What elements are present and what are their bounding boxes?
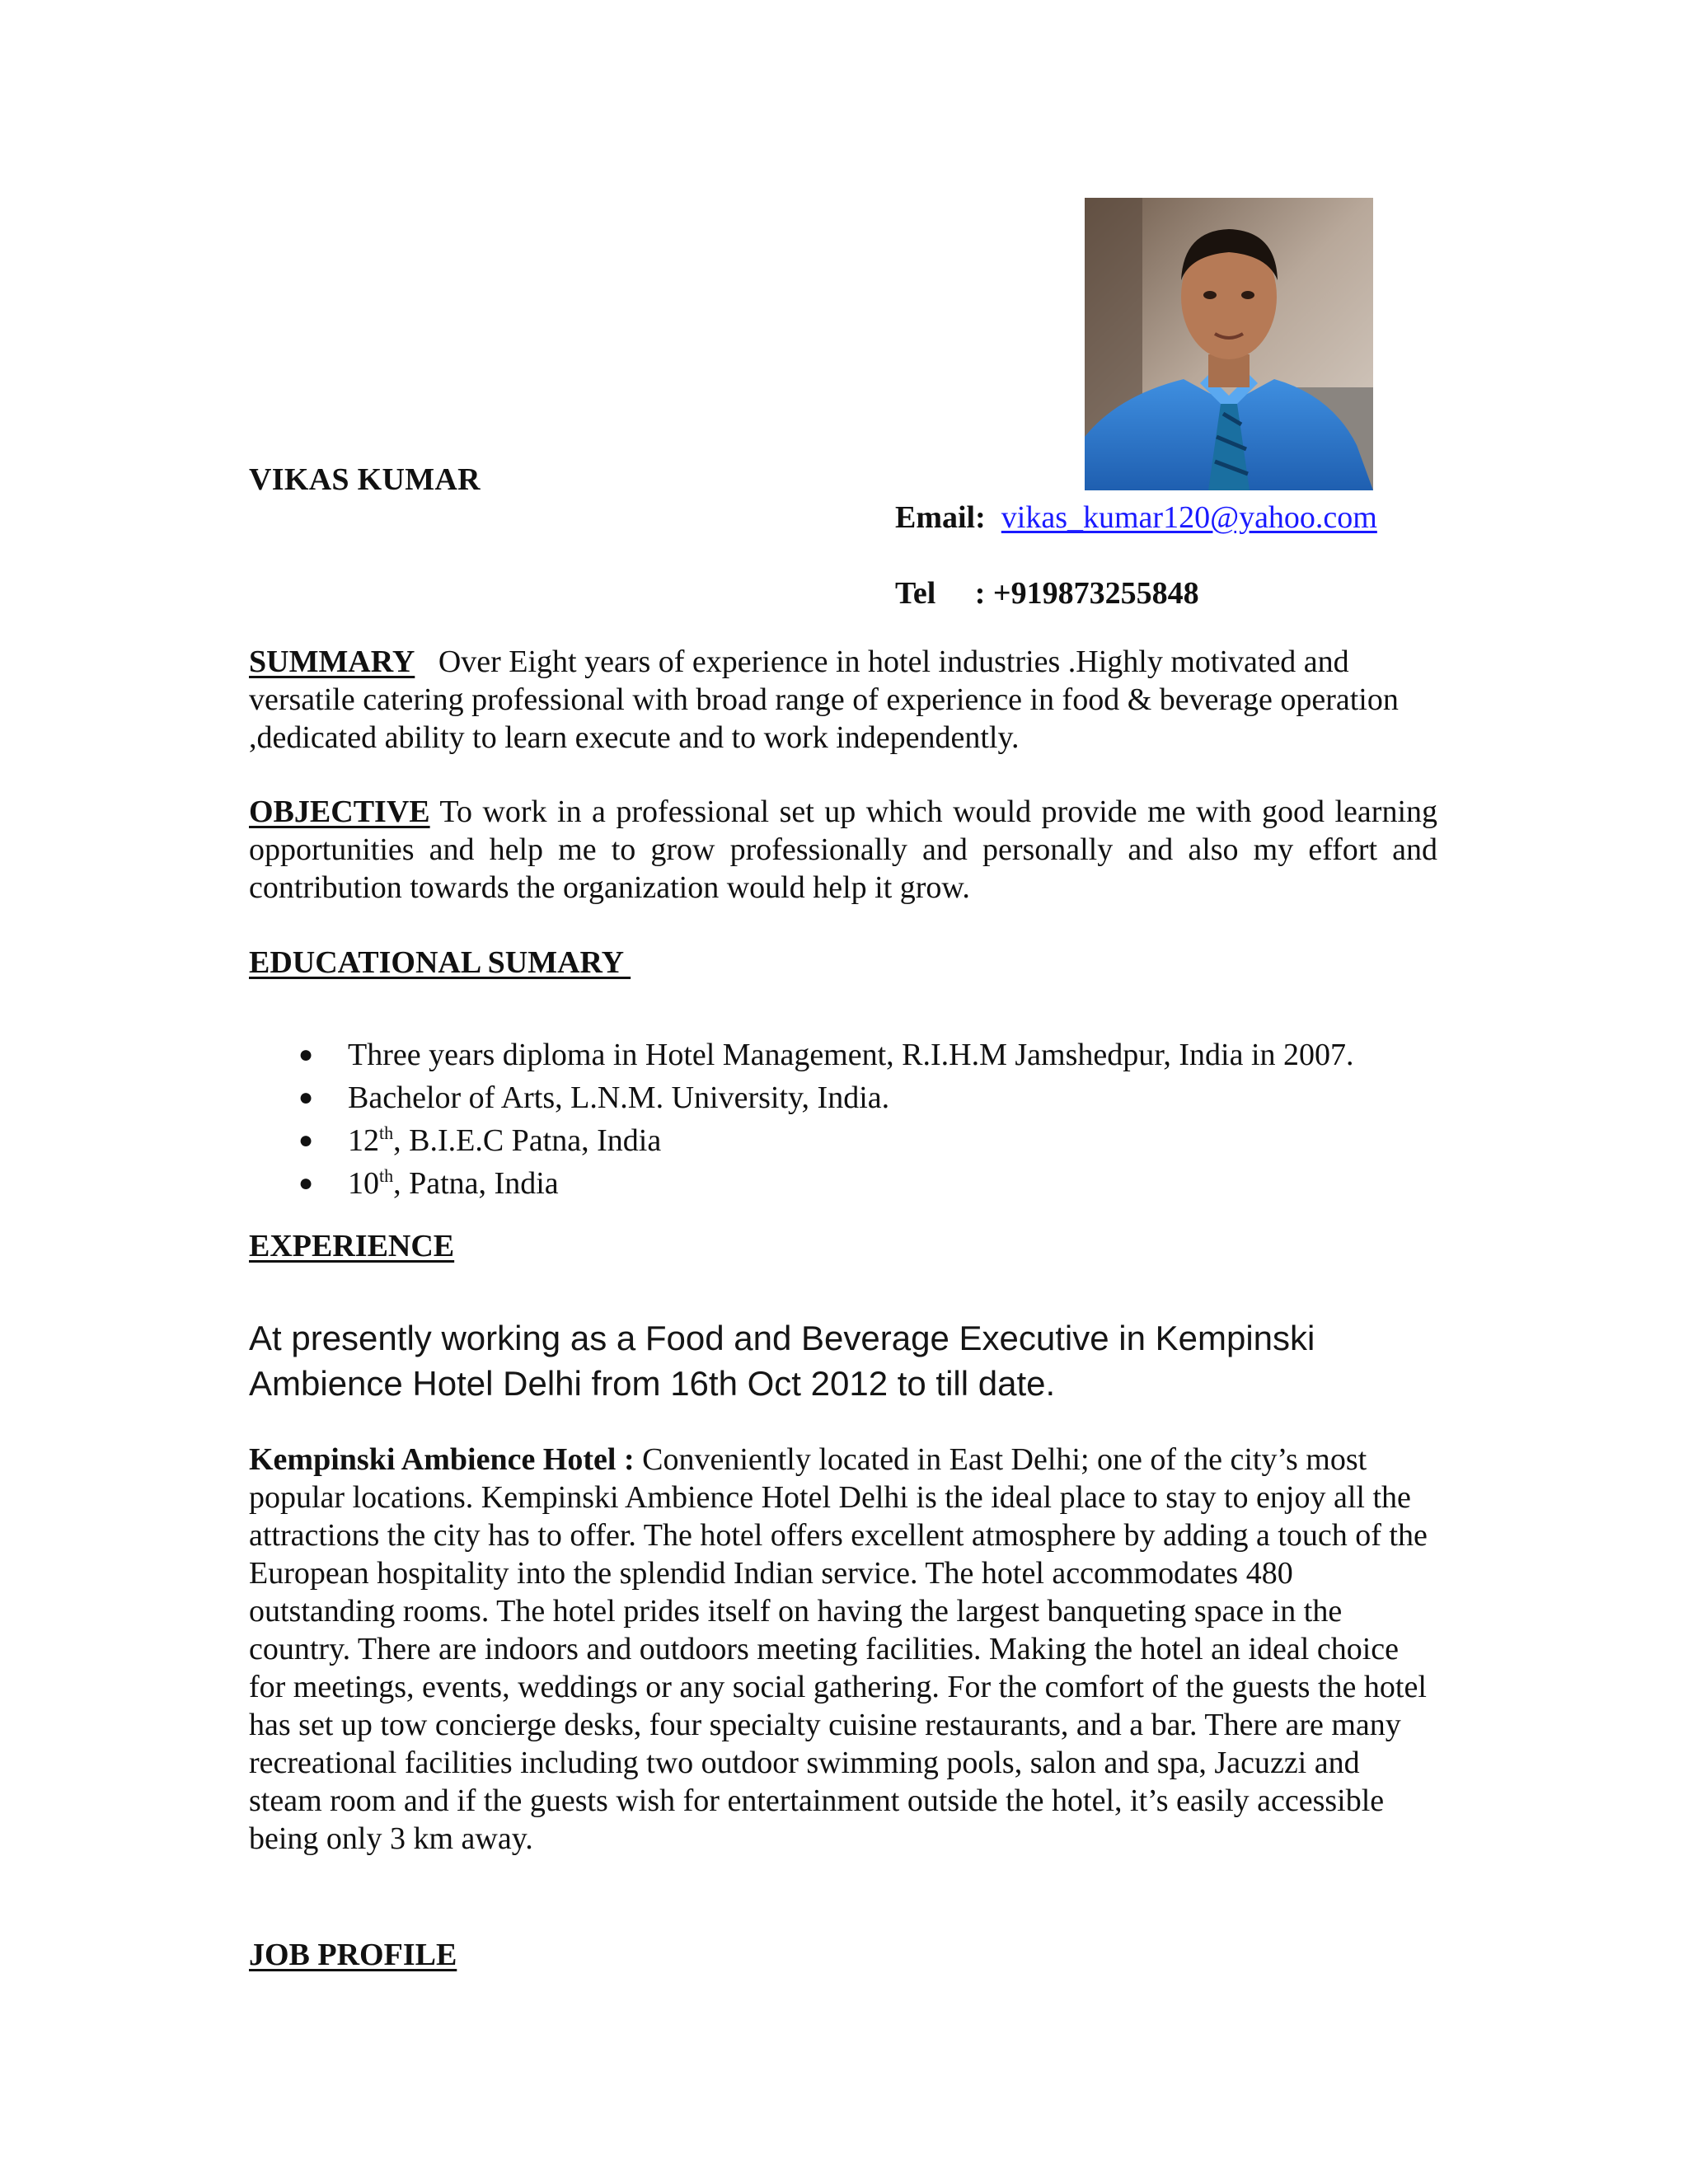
candidate-name: VIKAS KUMAR [249, 462, 481, 497]
tel-label: Tel [895, 576, 936, 611]
experience-heading: EXPERIENCE [249, 1229, 455, 1263]
job-profile-heading: JOB PROFILE [249, 1938, 457, 1972]
hotel-text: Conveniently located in East Delhi; one of the city’s most popular locations. Kempinski Ambience Hotel Delhi is the ideal place to stay to enjoy all the attractions the city has to offer. The hotel offers excellent atmosphere by adding a touch of the European hospitality into the splendid Indian service. The hotel accommodates 480 outstanding rooms. The hotel prides itself on having the largest banqueting space in the country. There are indoors and outdoors meeting facilities. Making the hotel an ideal choice for meetings, events, weddings or any social gathering. For the comfort of the guests the hotel has set up tow concierge desks, four specialty cuisine restaurants, and a bar. There are many recreational facilities including two outdoor swimming pools, salon and spa, Jacuzzi and steam room and if the guests wish for entertainment outside the hotel, it’s easily accessible being only 3 km away. [249, 1442, 1428, 1856]
hotel-description [249, 1441, 1437, 1858]
summary-section [249, 643, 1437, 757]
profile-photo [1085, 198, 1373, 490]
hotel-label: Kempinski Ambience Hotel : [249, 1442, 635, 1477]
bullet-icon: ● [298, 1169, 314, 1197]
education-heading: EDUCATIONAL SUMARY [249, 945, 631, 980]
objective-text: To work in a professional set up which would provide me with good learning opportunities and help me to grow professionally and personally and also my effort and contribution towards the organization would help it grow. [249, 794, 1437, 905]
email-line [895, 499, 1377, 536]
email-link[interactable]: vikas_kumar120@yahoo.com [1001, 500, 1377, 535]
education-item: ● Bachelor of Arts, L.N.M. University, India. [298, 1076, 1354, 1119]
summary-text: Over Eight years of experience in hotel industries .Highly motivated and versatile catering professional with broad range of experience in food & beverage operation ,dedicated ability to learn execute and to work independently. [249, 644, 1399, 755]
education-list [298, 1033, 1354, 1205]
education-item: ● Three years diploma in Hotel Management, R.I.H.M Jamshedpur, India in 2007. [298, 1033, 1354, 1076]
education-item: ● 12th, B.I.E.C Patna, India [298, 1119, 1354, 1162]
summary-heading: SUMMARY [249, 644, 415, 679]
tel-value: : +919873255848 [974, 576, 1199, 611]
objective-heading: OBJECTIVE [249, 794, 430, 829]
objective-section [249, 793, 1437, 907]
email-label: Email: [895, 500, 986, 535]
bullet-icon: ● [298, 1127, 314, 1154]
current-position: At presently working as a Food and Beverage Executive in Kempinski Ambience Hotel Delhi from 16th Oct 2012 to till date. [249, 1319, 1315, 1403]
tel-line [895, 575, 1199, 612]
bullet-icon: ● [298, 1084, 314, 1111]
education-item: ● 10th, Patna, India [298, 1162, 1354, 1205]
bullet-icon: ● [298, 1041, 314, 1068]
